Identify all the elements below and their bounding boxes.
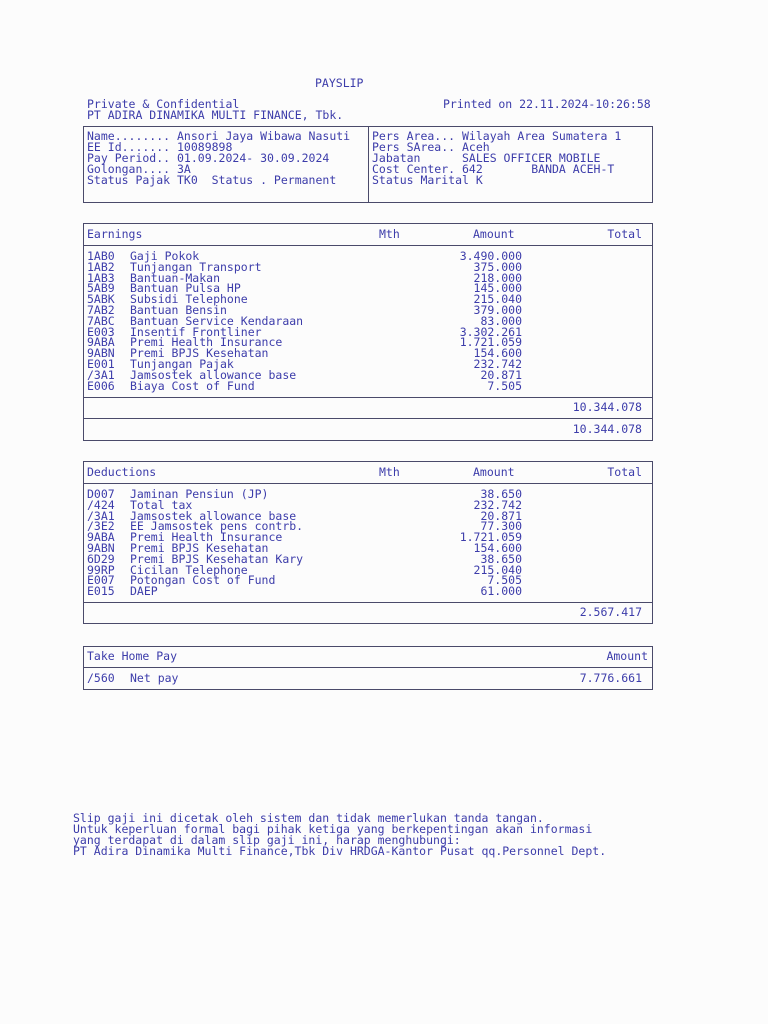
earnings-header-amount: Amount bbox=[473, 227, 515, 241]
info-left-line: Golongan.... 3A bbox=[87, 162, 191, 176]
earnings-row-amount: 232.742 bbox=[473, 357, 522, 371]
confidential-label: Private & Confidential bbox=[87, 97, 240, 111]
earnings-row-desc: Bantuan Pulsa HP bbox=[130, 281, 241, 296]
earnings-row-code: E006 bbox=[87, 378, 115, 393]
deductions-total: 2.567.417 bbox=[579, 605, 642, 619]
takehome-divider bbox=[83, 667, 653, 668]
deductions-row-code: 99RP bbox=[87, 562, 115, 577]
deductions-row-code: E007 bbox=[87, 573, 115, 588]
earnings-header-label: Earnings bbox=[87, 227, 143, 241]
earnings-row-desc: Premi BPJS Kesehatan bbox=[130, 346, 269, 361]
earnings-row-amount: 3.490.000 bbox=[459, 249, 522, 263]
earnings-row-amount: 215.040 bbox=[473, 292, 522, 307]
info-divider bbox=[368, 126, 369, 203]
earnings-subtotal-divider bbox=[83, 397, 653, 398]
deductions-row-code: /3E2 bbox=[87, 519, 115, 534]
info-right-line: Cost Center. 642 BANDA ACEH-T bbox=[372, 162, 615, 176]
earnings-subtotal: 10.344.078 bbox=[572, 400, 642, 414]
deductions-row-amount: 215.040 bbox=[473, 562, 522, 577]
earnings-total-divider bbox=[83, 418, 653, 419]
earnings-row-code: 5AB9 bbox=[87, 281, 115, 296]
earnings-header-divider bbox=[83, 245, 653, 246]
footer-line: Untuk keperluan formal bagi pihak ketiga yang berkepentingan akan informasi bbox=[73, 822, 593, 836]
deductions-row-code: 9ABN bbox=[87, 541, 115, 555]
deductions-total-divider bbox=[83, 602, 653, 603]
deductions-row-code: /424 bbox=[87, 497, 115, 512]
earnings-row-amount: 145.000 bbox=[473, 281, 522, 296]
netpay-amount: 7.776.661 bbox=[579, 671, 642, 685]
info-left-line: Name........ Ansori Jaya Wibawa Nasuti bbox=[87, 129, 351, 143]
deductions-row-code: E015 bbox=[87, 584, 115, 599]
deductions-row-amount: 61.000 bbox=[480, 584, 522, 599]
deductions-row-amount: 154.600 bbox=[473, 541, 522, 555]
deductions-row-desc: Premi Health Insurance bbox=[130, 530, 283, 545]
earnings-row-desc: Bantuan-Makan bbox=[130, 270, 221, 285]
deductions-row-amount: 7.505 bbox=[487, 573, 522, 588]
deductions-row-code: 6D29 bbox=[87, 551, 115, 566]
earnings-row-desc: Subsidi Telephone bbox=[130, 292, 248, 307]
earnings-row-amount: 1.721.059 bbox=[459, 335, 522, 350]
deductions-header-total: Total bbox=[607, 465, 642, 479]
earnings-row-desc: Tunjangan Transport bbox=[130, 259, 262, 274]
takehome-label: Take Home Pay bbox=[87, 649, 178, 663]
earnings-row-amount: 20.871 bbox=[480, 367, 522, 382]
earnings-row-code: 7AB2 bbox=[87, 303, 115, 317]
printed-timestamp: Printed on 22.11.2024-10:26:58 bbox=[443, 97, 651, 111]
deductions-row-amount: 1.721.059 bbox=[459, 530, 522, 545]
deductions-row-desc: DAEP bbox=[130, 584, 158, 599]
footer-line: yang terdapat di dalam slip gaji ini, harap menghubungi: bbox=[73, 833, 461, 847]
earnings-row-desc: Tunjangan Pajak bbox=[130, 357, 234, 371]
deductions-row-desc: Premi BPJS Kesehatan Kary bbox=[130, 551, 304, 566]
info-right-line: Pers Area... Wilayah Area Sumatera 1 bbox=[372, 129, 622, 143]
netpay-code: /560 bbox=[87, 671, 115, 685]
deductions-row-desc: EE Jamsostek pens contrb. bbox=[130, 519, 304, 534]
earnings-row-code: E001 bbox=[87, 357, 115, 371]
info-left-line: Pay Period.. 01.09.2024- 30.09.2024 bbox=[87, 151, 330, 165]
takehome-amount-label: Amount bbox=[606, 649, 648, 663]
deductions-row-desc: Cicilan Telephone bbox=[130, 562, 248, 577]
earnings-row-amount: 83.000 bbox=[480, 313, 522, 328]
earnings-row-desc: Jamsostek allowance base bbox=[130, 367, 297, 382]
deductions-header-mth: Mth bbox=[379, 465, 400, 479]
earnings-row-desc: Bantuan Service Kendaraan bbox=[130, 313, 304, 328]
earnings-row-desc: Gaji Pokok bbox=[130, 249, 200, 263]
earnings-row-code: 5ABK bbox=[87, 292, 115, 307]
earnings-row-code: 1AB2 bbox=[87, 259, 115, 274]
info-right-line: Jabatan SALES OFFICER MOBILE bbox=[372, 151, 601, 165]
earnings-total: 10.344.078 bbox=[572, 422, 642, 436]
deductions-row-amount: 232.742 bbox=[473, 497, 522, 512]
earnings-row-code: 9ABA bbox=[87, 335, 115, 350]
earnings-row-code: /3A1 bbox=[87, 367, 115, 382]
netpay-desc: Net pay bbox=[130, 671, 179, 685]
deductions-row-desc: Jamsostek allowance base bbox=[130, 508, 297, 523]
info-left-line: Status Pajak TK0 Status . Permanent bbox=[87, 173, 337, 187]
earnings-row-amount: 218.000 bbox=[473, 270, 522, 285]
deductions-row-amount: 38.650 bbox=[480, 551, 522, 566]
deductions-row-desc: Total tax bbox=[130, 497, 193, 512]
earnings-row-code: 9ABN bbox=[87, 346, 115, 361]
page-title: PAYSLIP bbox=[315, 76, 364, 90]
deductions-row-code: D007 bbox=[87, 487, 115, 501]
deductions-row-amount: 38.650 bbox=[480, 487, 522, 501]
deductions-header-label: Deductions bbox=[87, 465, 157, 479]
company-name: PT ADIRA DINAMIKA MULTI FINANCE, Tbk. bbox=[87, 108, 344, 122]
earnings-row-code: E003 bbox=[87, 324, 115, 339]
info-left-line: EE Id....... 10089898 bbox=[87, 140, 233, 154]
deductions-row-code: /3A1 bbox=[87, 508, 115, 523]
earnings-header-total: Total bbox=[607, 227, 642, 241]
earnings-row-desc: Premi Health Insurance bbox=[130, 335, 283, 350]
earnings-row-desc: Biaya Cost of Fund bbox=[130, 378, 255, 393]
earnings-row-amount: 379.000 bbox=[473, 303, 522, 317]
deductions-row-amount: 20.871 bbox=[480, 508, 522, 523]
deductions-row-amount: 77.300 bbox=[480, 519, 522, 534]
earnings-row-amount: 375.000 bbox=[473, 259, 522, 274]
deductions-header-amount: Amount bbox=[473, 465, 515, 479]
info-right-line: Pers SArea.. Aceh bbox=[372, 140, 490, 154]
earnings-row-code: 1AB3 bbox=[87, 270, 115, 285]
footer-line: PT Adira Dinamika Multi Finance,Tbk Div HRDGA-Kantor Pusat qq.Personnel Dept. bbox=[73, 844, 607, 858]
earnings-header-mth: Mth bbox=[379, 227, 400, 241]
deductions-header-divider bbox=[83, 483, 653, 484]
earnings-row-desc: Insentif Frontliner bbox=[130, 324, 262, 339]
footer-line: Slip gaji ini dicetak oleh sistem dan tidak memerlukan tanda tangan. bbox=[73, 811, 544, 825]
earnings-row-code: 7ABC bbox=[87, 313, 115, 328]
earnings-row-code: 1AB0 bbox=[87, 249, 115, 263]
info-right-line: Status Marital K bbox=[372, 173, 483, 187]
earnings-row-amount: 3.302.261 bbox=[459, 324, 522, 339]
deductions-row-code: 9ABA bbox=[87, 530, 115, 545]
earnings-row-amount: 7.505 bbox=[487, 378, 522, 393]
deductions-row-desc: Jaminan Pensiun (JP) bbox=[130, 487, 269, 501]
deductions-row-desc: Potongan Cost of Fund bbox=[130, 573, 276, 588]
earnings-row-amount: 154.600 bbox=[473, 346, 522, 361]
deductions-row-desc: Premi BPJS Kesehatan bbox=[130, 541, 269, 555]
earnings-row-desc: Bantuan Bensin bbox=[130, 303, 227, 317]
